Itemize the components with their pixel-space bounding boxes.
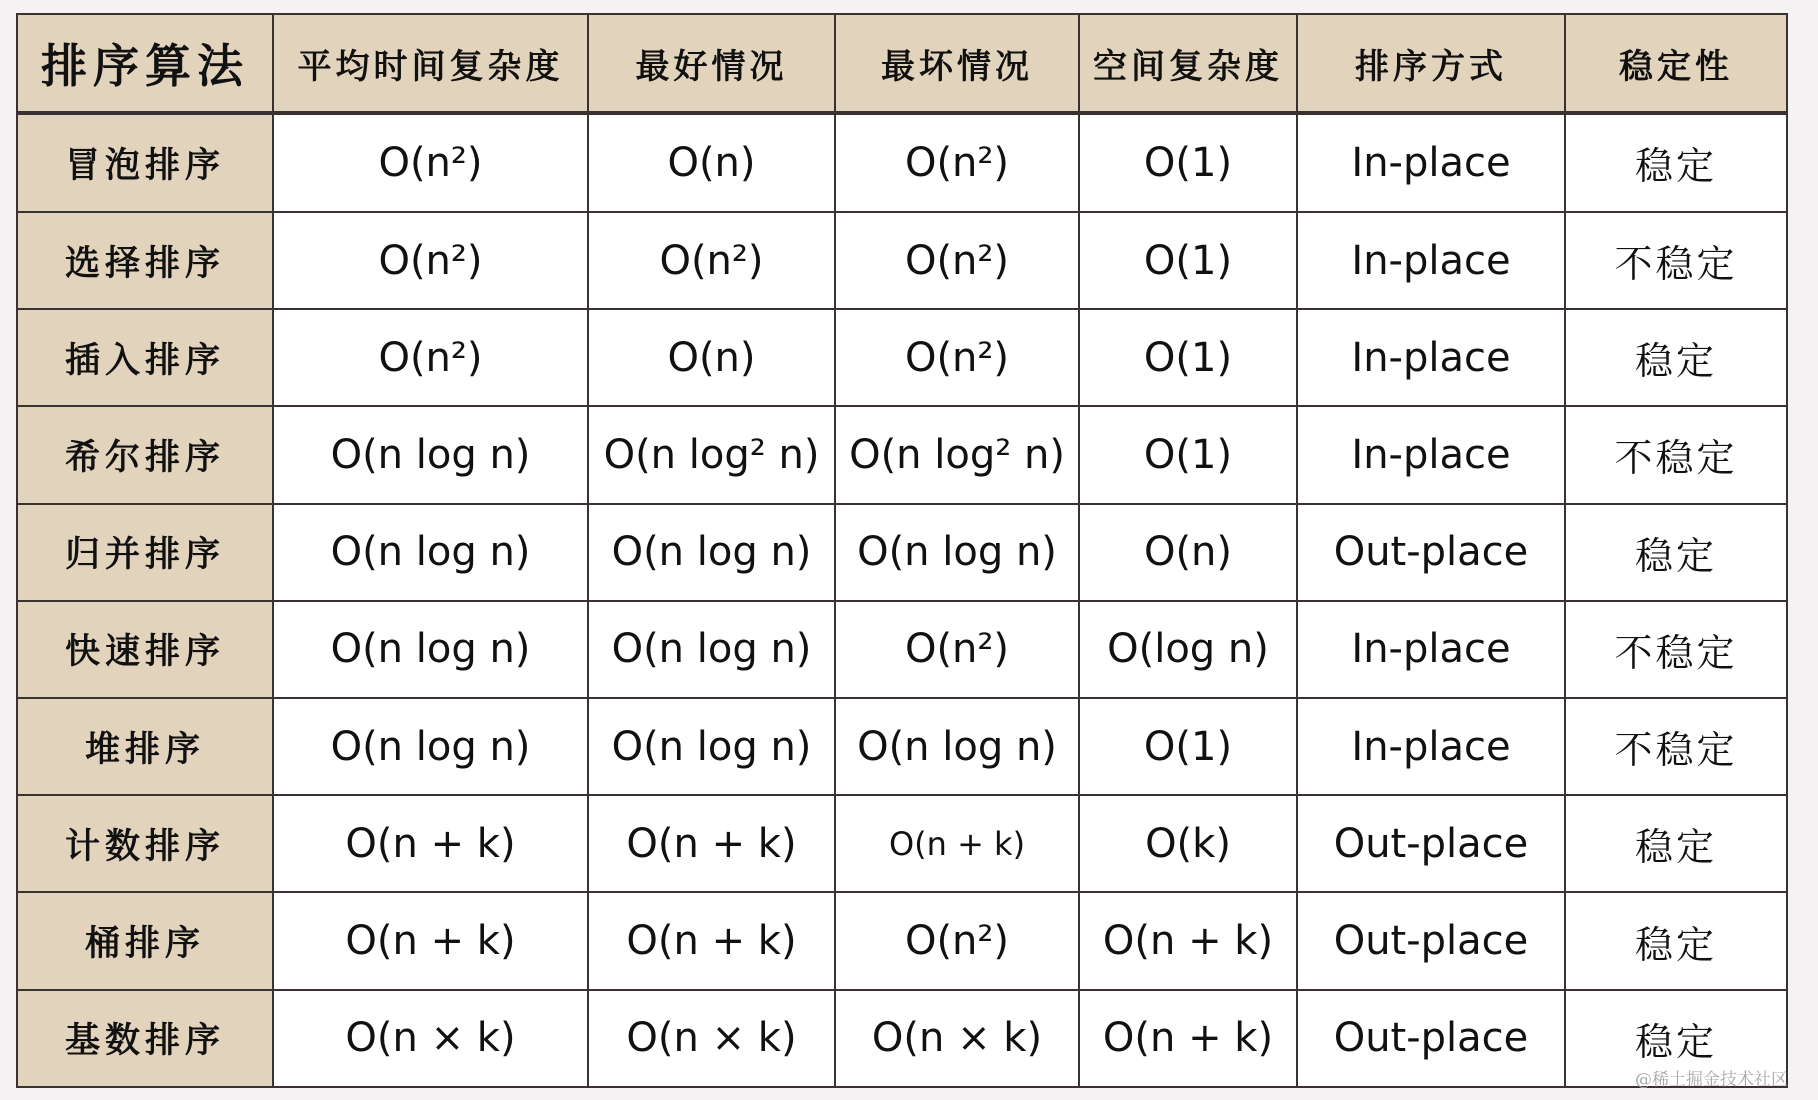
stability-cell: 不稳定 [1565,601,1787,698]
stability-cell: 稳定 [1565,113,1787,212]
algorithm-name: 插入排序 [17,309,273,406]
method-cell: In-place [1297,212,1565,309]
worst-case-cell: O(n + k) [835,795,1079,892]
header-algorithm: 排序算法 [17,14,273,113]
sorting-complexity-table [16,13,1788,1088]
worst-case-cell: O(n²) [835,601,1079,698]
space-cell: O(1) [1079,406,1297,503]
stability-cell: 稳定 [1565,309,1787,406]
stability-cell: 稳定 [1565,990,1787,1087]
header-best-case: 最好情况 [588,14,835,113]
worst-case-cell: O(n²) [835,212,1079,309]
best-case-cell: O(n²) [588,212,835,309]
worst-case-cell: O(n × k) [835,990,1079,1087]
space-cell: O(1) [1079,309,1297,406]
worst-case-cell: O(n log n) [835,698,1079,795]
space-cell: O(n + k) [1079,990,1297,1087]
header-stability: 稳定性 [1565,14,1787,113]
average-time-cell: O(n log n) [273,406,588,503]
average-time-cell: O(n log n) [273,504,588,601]
worst-case-cell: O(n²) [835,892,1079,989]
space-cell: O(n) [1079,504,1297,601]
method-cell: Out-place [1297,795,1565,892]
table-row [17,309,1787,406]
header-sort-method: 排序方式 [1297,14,1565,113]
best-case-cell: O(n) [588,113,835,212]
table-row [17,892,1787,989]
table-body [17,113,1787,1087]
table-row [17,795,1787,892]
best-case-cell: O(n log n) [588,698,835,795]
worst-case-cell: O(n log n) [835,504,1079,601]
best-case-cell: O(n log n) [588,504,835,601]
method-cell: In-place [1297,113,1565,212]
average-time-cell: O(n²) [273,113,588,212]
best-case-cell: O(n) [588,309,835,406]
table-row [17,698,1787,795]
algorithm-name: 归并排序 [17,504,273,601]
method-cell: Out-place [1297,504,1565,601]
average-time-cell: O(n log n) [273,698,588,795]
best-case-cell: O(n + k) [588,795,835,892]
best-case-cell: O(n × k) [588,990,835,1087]
table-row [17,601,1787,698]
stability-cell: 稳定 [1565,892,1787,989]
worst-case-cell: O(n²) [835,113,1079,212]
header-average-time: 平均时间复杂度 [273,14,588,113]
stability-cell: 不稳定 [1565,406,1787,503]
stability-cell: 不稳定 [1565,212,1787,309]
average-time-cell: O(n + k) [273,892,588,989]
algorithm-name: 桶排序 [17,892,273,989]
worst-case-cell: O(n log² n) [835,406,1079,503]
stability-cell: 稳定 [1565,795,1787,892]
space-cell: O(k) [1079,795,1297,892]
algorithm-name: 选择排序 [17,212,273,309]
algorithm-name: 冒泡排序 [17,113,273,212]
header-worst-case: 最坏情况 [835,14,1079,113]
space-cell: O(log n) [1079,601,1297,698]
table-header [17,14,1787,113]
algorithm-name: 快速排序 [17,601,273,698]
average-time-cell: O(n²) [273,309,588,406]
average-time-cell: O(n × k) [273,990,588,1087]
algorithm-name: 计数排序 [17,795,273,892]
watermark: @稀土掘金技术社区 [1635,1070,1788,1090]
method-cell: Out-place [1297,990,1565,1087]
space-cell: O(n + k) [1079,892,1297,989]
space-cell: O(1) [1079,698,1297,795]
table-row [17,504,1787,601]
table-row [17,406,1787,503]
best-case-cell: O(n + k) [588,892,835,989]
table-row [17,212,1787,309]
space-cell: O(1) [1079,113,1297,212]
table-row [17,113,1787,212]
header-space-complexity: 空间复杂度 [1079,14,1297,113]
stability-cell: 不稳定 [1565,698,1787,795]
sorting-complexity-table-wrapper [16,13,1786,1088]
algorithm-name: 希尔排序 [17,406,273,503]
average-time-cell: O(n + k) [273,795,588,892]
algorithm-name: 基数排序 [17,990,273,1087]
header-row [17,14,1787,113]
average-time-cell: O(n²) [273,212,588,309]
method-cell: In-place [1297,406,1565,503]
table-row [17,990,1787,1087]
algorithm-name: 堆排序 [17,698,273,795]
method-cell: In-place [1297,698,1565,795]
worst-case-cell: O(n²) [835,309,1079,406]
best-case-cell: O(n log n) [588,601,835,698]
average-time-cell: O(n log n) [273,601,588,698]
method-cell: Out-place [1297,892,1565,989]
stability-cell: 稳定 [1565,504,1787,601]
method-cell: In-place [1297,309,1565,406]
space-cell: O(1) [1079,212,1297,309]
method-cell: In-place [1297,601,1565,698]
best-case-cell: O(n log² n) [588,406,835,503]
